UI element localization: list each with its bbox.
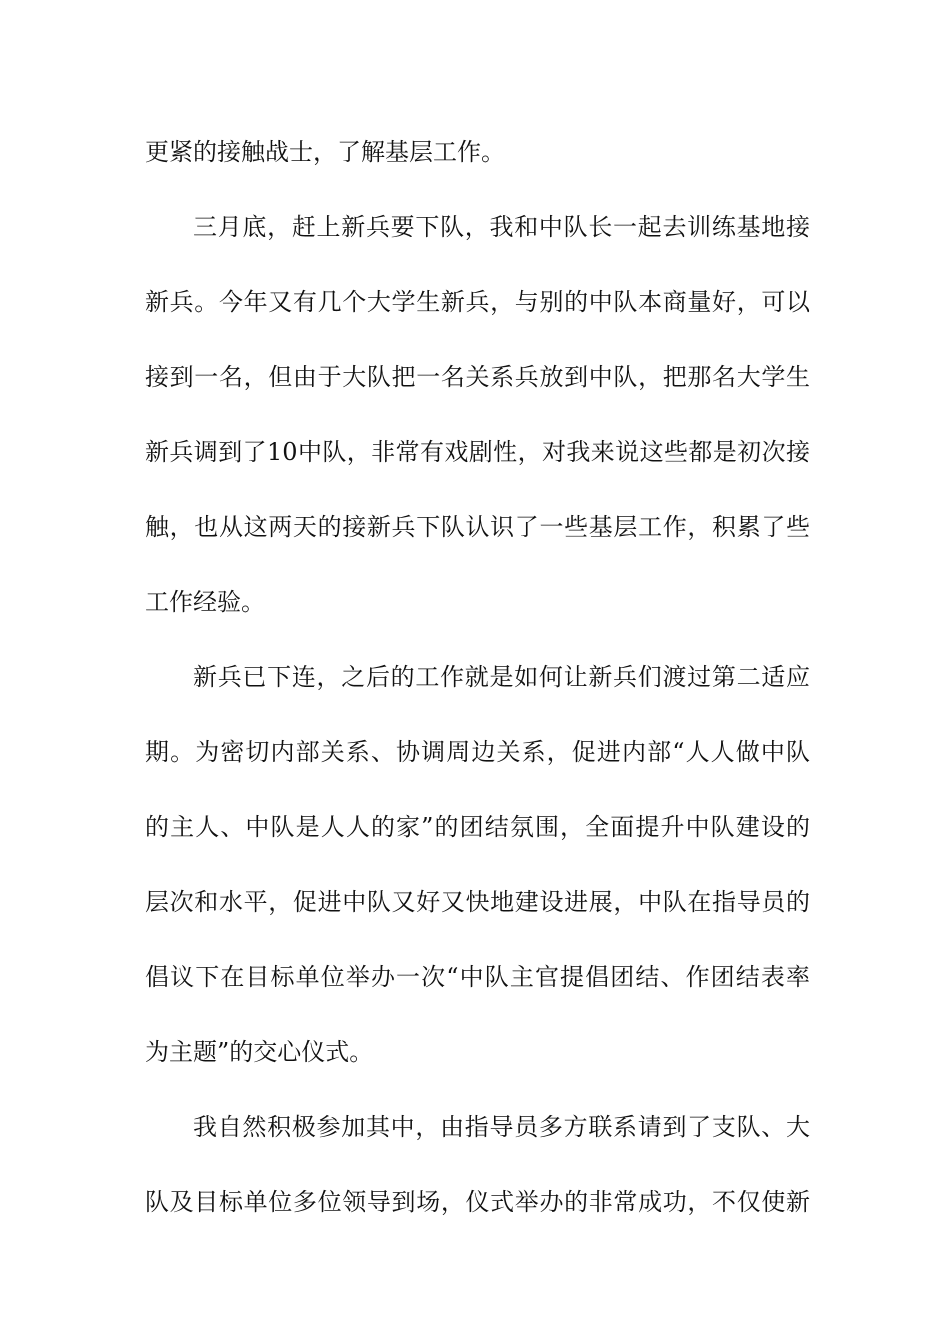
text-line: 我自然积极参加其中，由指导员多方联系请到了支队、大	[193, 1113, 810, 1141]
text-line: 倡议下在目标单位举办一次“中队主官提倡团结、作团结表率	[145, 963, 810, 991]
text-line: 工作经验。	[145, 588, 265, 616]
text-line: 三月底，赶上新兵要下队，我和中队长一起去训练基地接	[193, 213, 810, 241]
text-line: 接到一名，但由于大队把一名关系兵放到中队，把那名大学生	[145, 363, 810, 391]
text-line: 为主题”的交心仪式。	[145, 1038, 374, 1066]
text-line: 新兵已下连，之后的工作就是如何让新兵们渡过第二适应	[193, 663, 810, 691]
text-line: 队及目标单位多位领导到场，仪式举办的非常成功，不仅使新	[145, 1188, 810, 1216]
text-line: 触，也从这两天的接新兵下队认识了一些基层工作，积累了些	[145, 513, 810, 541]
text-line: 期。为密切内部关系、协调周边关系，促进内部“人人做中队	[145, 738, 810, 766]
text-line: 更紧的接触战士，了解基层工作。	[145, 138, 505, 166]
text-line: 层次和水平，促进中队又好又快地建设进展，中队在指导员的	[145, 888, 810, 916]
text-line: 的主人、中队是人人的家”的团结氛围，全面提升中队建设的	[145, 813, 810, 841]
text-line: 新兵调到了10中队，非常有戏剧性，对我来说这些都是初次接	[145, 438, 810, 466]
text-line: 新兵。今年又有几个大学生新兵，与别的中队本商量好，可以	[145, 288, 810, 316]
